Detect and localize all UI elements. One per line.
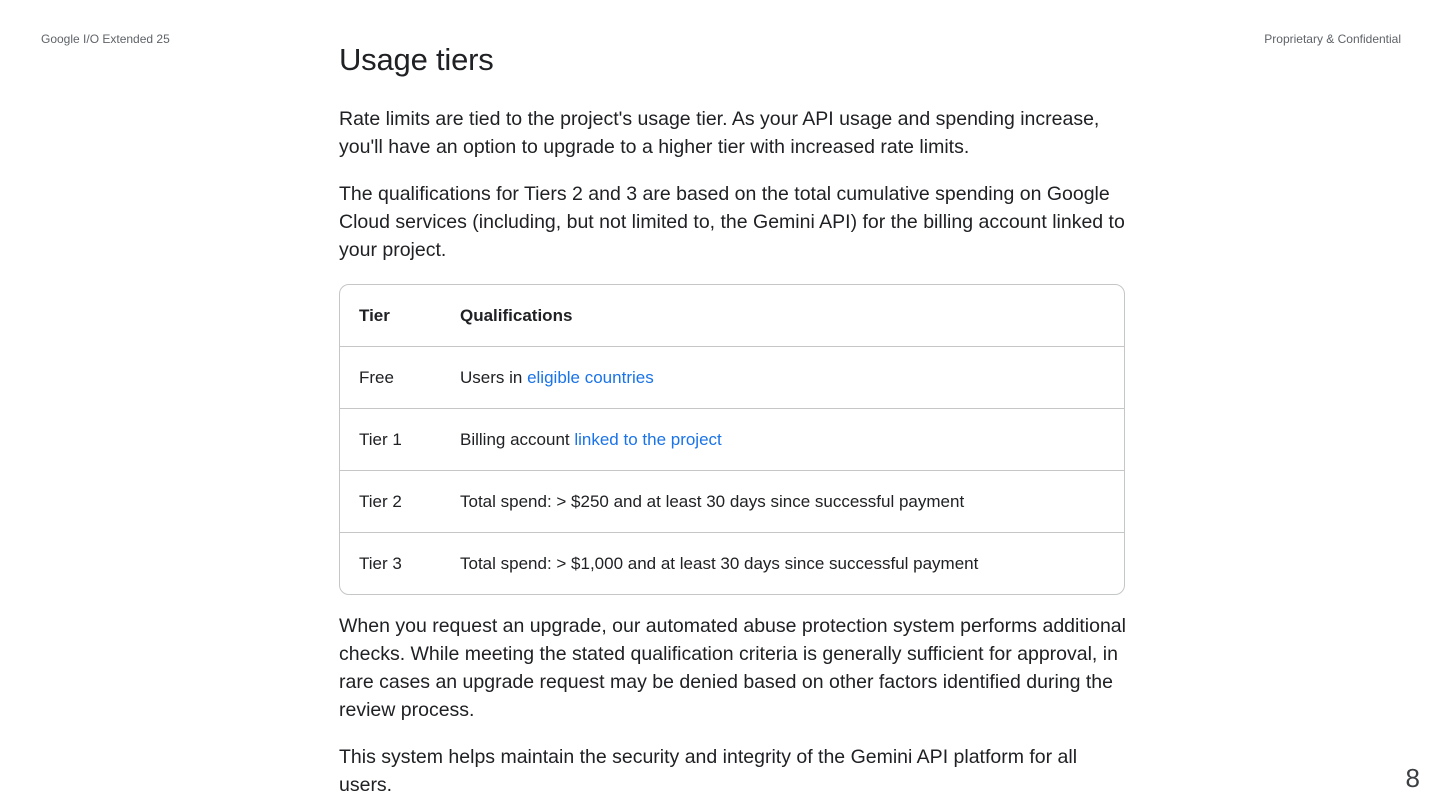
- qualification-cell: [460, 368, 1124, 388]
- header-tier: Tier: [359, 305, 390, 325]
- intro-paragraph: Rate limits are tied to the project's usage tier. As your API usage and spending increase, you'll have an option to upgrade to a higher tier with increased rate limits.: [339, 108, 1100, 158]
- header-qualifications: Qualifications: [460, 305, 573, 325]
- slide-content: [339, 40, 1129, 799]
- table-row: [340, 470, 1124, 532]
- linked-project-link[interactable]: linked to the project: [574, 429, 722, 449]
- qualification-cell: [460, 430, 1124, 450]
- table-row: [340, 408, 1124, 470]
- tier-cell: Tier 1: [359, 429, 402, 449]
- security-paragraph: This system helps maintain the security and integrity of the Gemini API platform for all users.: [339, 746, 1078, 796]
- qualification-text: Billing account: [460, 429, 575, 449]
- table-row: [340, 532, 1124, 594]
- qualification-cell: Total spend: > $250 and at least 30 days since successful payment: [460, 491, 965, 511]
- qualification-cell: Total spend: > $1,000 and at least 30 days since successful payment: [460, 553, 979, 573]
- table-row: [340, 346, 1124, 408]
- tier-table: [339, 284, 1125, 595]
- event-label: Google I/O Extended 25: [41, 32, 170, 46]
- qualification-text: Users in: [460, 367, 528, 387]
- confidential-label: Proprietary & Confidential: [1264, 32, 1401, 46]
- page-title: Usage tiers: [339, 42, 494, 77]
- qualifications-paragraph: The qualifications for Tiers 2 and 3 are based on the total cumulative spending on Google Cloud services (including, but not limited to, the Gemini API) for the billing account linked to your project.: [339, 183, 1125, 261]
- tier-cell: Tier 3: [359, 553, 402, 573]
- tier-cell: Tier 2: [359, 491, 402, 511]
- tier-cell: Free: [359, 367, 394, 387]
- eligible-countries-link[interactable]: eligible countries: [527, 367, 654, 387]
- table-header-row: [340, 285, 1124, 346]
- upgrade-paragraph: When you request an upgrade, our automated abuse protection system performs additional checks. While meeting the stated qualification criteria is generally sufficient for approval, in rare cases an upgrade request may be denied based on other factors identified during the review process.: [339, 615, 1126, 721]
- page-number: 8: [1405, 763, 1420, 793]
